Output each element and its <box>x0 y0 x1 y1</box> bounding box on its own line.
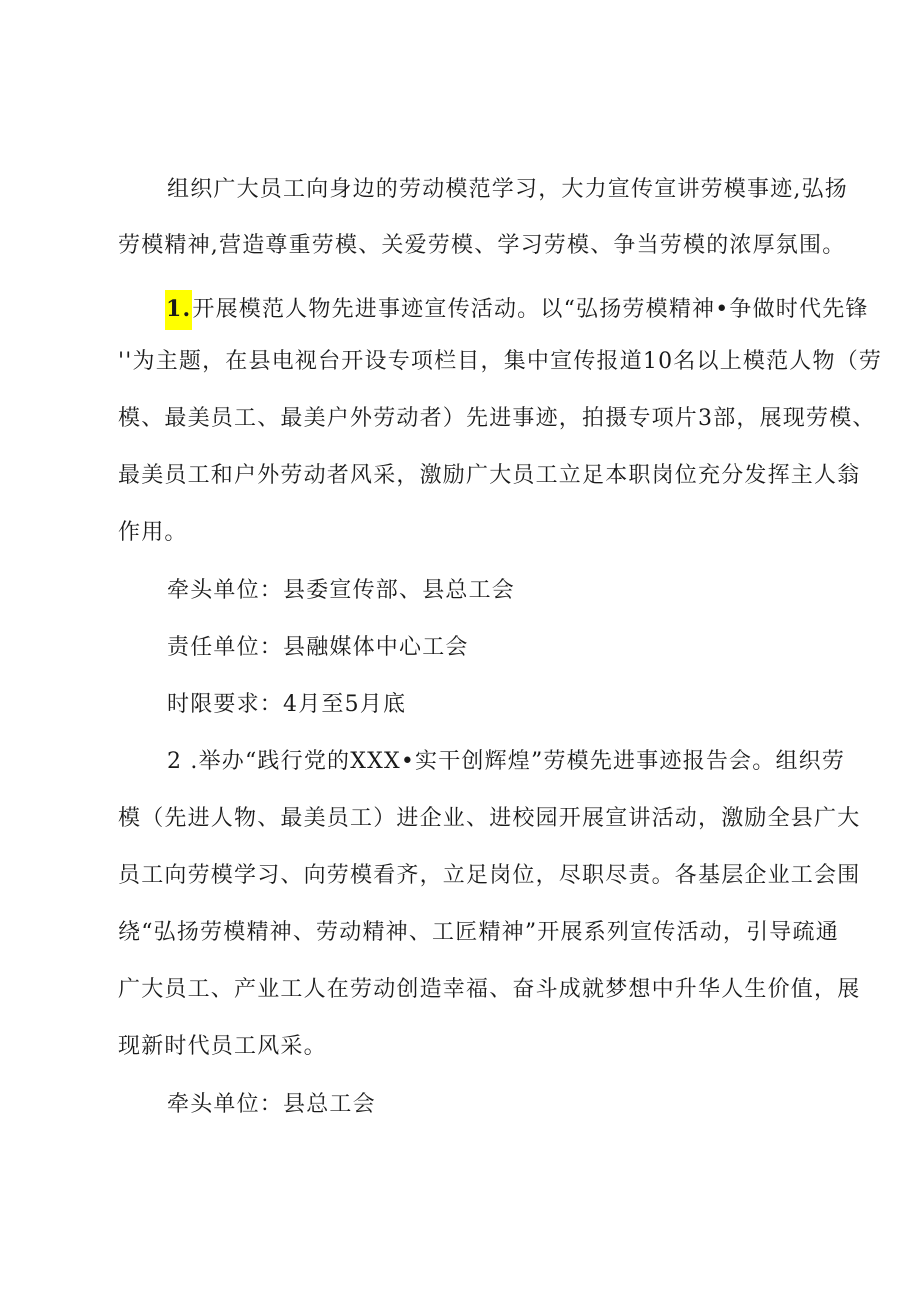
item2-line-6: 现新时代员工风采。 <box>118 1034 327 1059</box>
item1-line-5: 作用。 <box>118 520 188 545</box>
item1-lead-unit: 牵头单位：县委宣传部、县总工会 <box>167 578 516 603</box>
item1-line-2: ''为主题，在县电视台开设专项栏目，集中宣传报道10名以上模范人物（劳 <box>118 349 883 374</box>
item2-line-4: 绕“弘扬劳模精神、劳动精神、工匠精神”开展系列宣传活动，引导疏通 <box>118 920 839 945</box>
intro-line-1: 组织广大员工向身边的劳动模范学习，大力宣传宣讲劳模事迹,弘扬 <box>167 177 848 202</box>
item1-line-3: 模、最美员工、最美户外劳动者）先进事迹，拍摄专项片3部，展现劳模、 <box>118 406 876 431</box>
item2-line-1: 2 .举办“践行党的XXX•实干创辉煌”劳模先进事迹报告会。组织劳 <box>167 749 846 774</box>
intro-line-2: 劳模精神,营造尊重劳模、关爱劳模、学习劳模、争当劳模的浓厚氛围。 <box>118 233 846 258</box>
item2-line-3: 员工向劳模学习、向劳模看齐，立足岗位，尽职尽责。各基层企业工会围 <box>118 863 861 888</box>
item1-number-highlight: 1. <box>165 290 192 330</box>
item2-lead-unit: 牵头单位：县总工会 <box>167 1092 376 1117</box>
item1-line-4: 最美员工和户外劳动者风采，激励广大员工立足本职岗位充分发挥主人翁 <box>118 463 861 488</box>
item2-line-5: 广大员工、产业工人在劳动创造幸福、奋斗成就梦想中升华人生价值，展 <box>118 977 861 1002</box>
item1-responsible-unit: 责任单位：县融媒体中心工会 <box>167 635 469 660</box>
item2-line-2: 模（先进人物、最美员工）进企业、进校园开展宣讲活动，激励全县广大 <box>118 806 861 831</box>
item1-deadline: 时限要求：4月至5月底 <box>167 692 407 717</box>
item1-line-1-text: 开展模范人物先进事迹宣传活动。以“弘扬劳模精神•争做时代先锋 <box>192 297 869 322</box>
item1-line-1 <box>165 290 869 330</box>
